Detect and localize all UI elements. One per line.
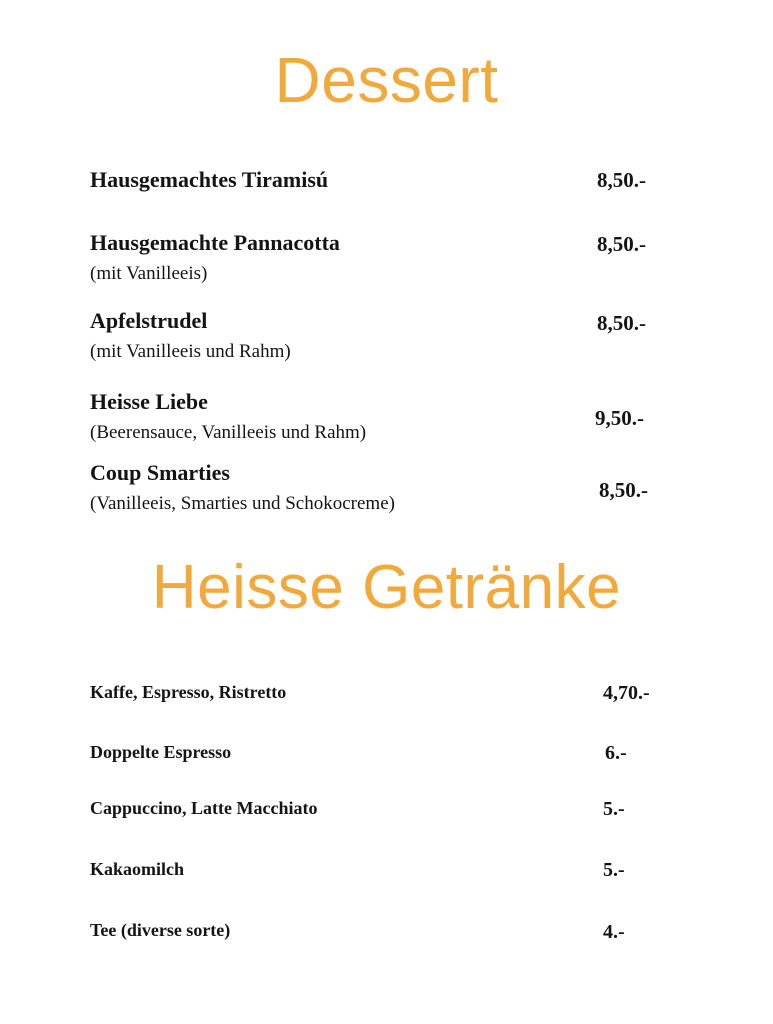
item-description: (Beerensauce, Vanilleeis und Rahm) [90, 422, 367, 443]
item-price: 8,50.- [599, 478, 648, 502]
section-title-heisse-getraenke: Heisse Getränke [151, 553, 622, 622]
drink-price: 5.- [603, 798, 625, 820]
drink-name: Tee (diverse sorte) [90, 920, 231, 940]
item-price: 8,50.- [597, 311, 646, 335]
item-name: Heisse Liebe [90, 389, 208, 414]
item-description: (mit Vanilleeis und Rahm) [90, 341, 291, 362]
item-name: Coup Smarties [90, 460, 230, 485]
item-price: 8,50.- [597, 168, 646, 192]
menu-item [90, 307, 291, 365]
menu-item [90, 166, 328, 194]
item-description: (mit Vanilleeis) [90, 263, 208, 284]
item-name: Apfelstrudel [90, 308, 208, 333]
menu-item [90, 388, 366, 446]
drink-name: Kakaomilch [90, 859, 185, 879]
item-price: 9,50.- [595, 406, 644, 430]
item-name: Hausgemachtes Tiramisú [90, 167, 329, 192]
item-price: 8,50.- [597, 232, 646, 256]
drink-name: Doppelte Espresso [90, 742, 232, 762]
drink-price: 4.- [603, 921, 625, 943]
drink-price: 6.- [605, 742, 627, 764]
menu-item [90, 459, 395, 517]
item-name: Hausgemachte Pannacotta [90, 230, 340, 255]
section-title-dessert: Dessert [274, 44, 499, 116]
menu-item [90, 229, 340, 287]
drink-name: Cappuccino, Latte Macchiato [90, 798, 318, 818]
item-description: (Vanilleeis, Smarties und Schokocreme) [90, 493, 395, 514]
drink-price: 4,70.- [603, 682, 650, 704]
drink-price: 5.- [603, 859, 625, 881]
drink-name: Kaffe, Espresso, Ristretto [90, 682, 287, 702]
